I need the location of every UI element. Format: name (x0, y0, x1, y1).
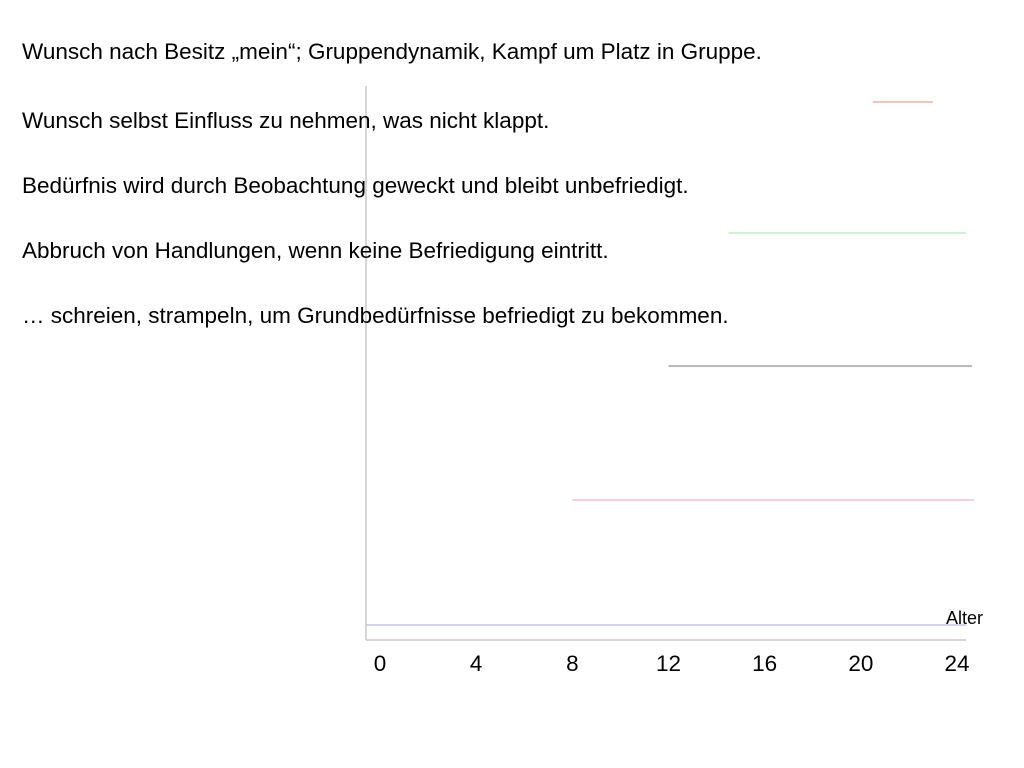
age-tick-20: 20 (848, 651, 874, 676)
statement-influence: Wunsch selbst Einfluss zu nehmen, was nicht klappt. (22, 108, 550, 133)
statement-observation: Bedürfnis wird durch Beobachtung geweckt und bleibt unbefriedigt. (22, 173, 689, 198)
statement-possession: Wunsch nach Besitz „mein“; Gruppendynamik, Kampf um Platz in Gruppe. (22, 39, 762, 64)
statement-basic-needs: … schreien, strampeln, um Grundbedürfnisse befriedigt zu bekommen. (22, 303, 729, 328)
age-tick-24: 24 (944, 651, 970, 676)
age-tick-8: 8 (566, 651, 579, 676)
age-tick-16: 16 (752, 651, 778, 676)
age-tick-4: 4 (469, 651, 483, 676)
axis-title: Alter (946, 608, 984, 628)
age-tick-12: 12 (655, 651, 682, 676)
statement-abandonment: Abbruch von Handlungen, wenn keine Befriedigung eintritt. (22, 238, 609, 263)
age-tick-0: 0 (373, 651, 387, 676)
